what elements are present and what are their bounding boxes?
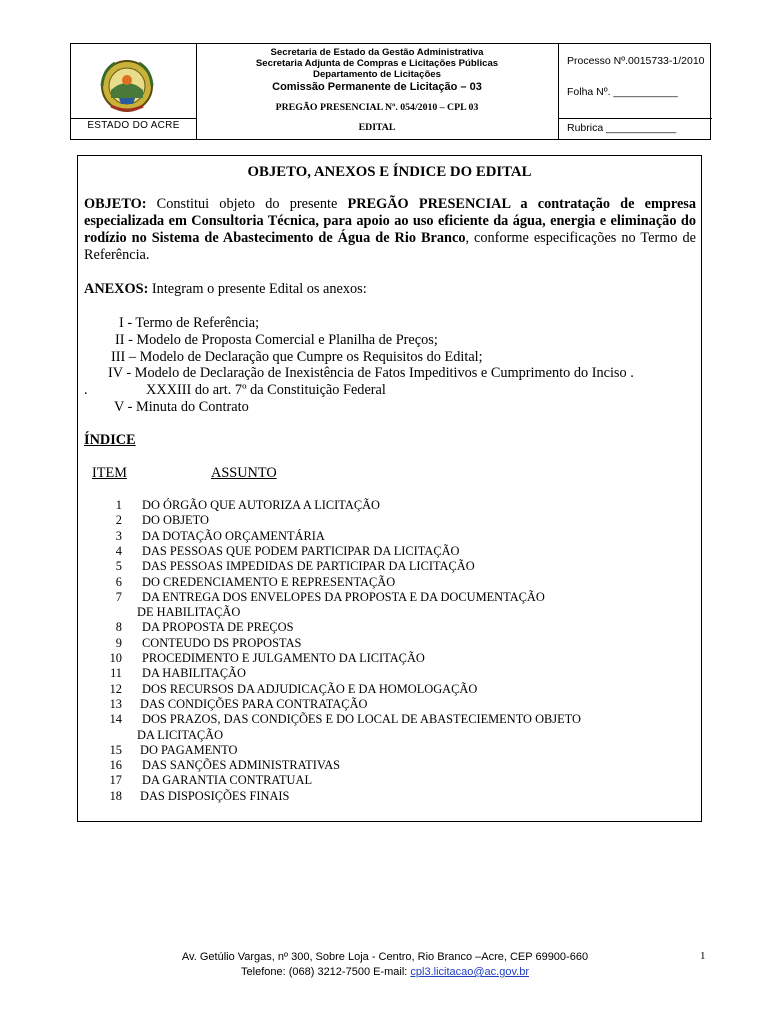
indice-item-number: 1: [115, 498, 122, 512]
document-header: [70, 43, 711, 140]
indice-item-subject: DO PAGAMENTO: [140, 742, 238, 757]
objeto-text-2: , conforme especificações no Termo de Referência.: [84, 230, 696, 263]
header-logo-cell: [71, 44, 197, 139]
indice-item-subject: DAS PESSOAS QUE PODEM PARTICIPAR DA LICITAÇÃO: [142, 543, 460, 558]
edital-content-box: [77, 155, 702, 822]
indice-item-number: 12: [109, 681, 122, 696]
indice-item-number: 10: [109, 651, 122, 665]
indice-item-subject: DAS DISPOSIÇÕES FINAIS: [140, 788, 290, 803]
anexos-text: Integram o presente Edital os anexos:: [148, 281, 367, 297]
anexo-item: V - Minuta do Contrato: [114, 399, 249, 415]
indice-item-number: 3: [115, 528, 122, 543]
header-right-cell: [558, 44, 712, 139]
header-comissao: Comissão Permanente de Licitação – 03: [272, 81, 482, 93]
indice-item-number: 16: [109, 758, 122, 773]
indice-item-subject: DAS PESSOAS IMPEDIDAS DE PARTICIPAR DA LICITAÇÃO: [142, 559, 475, 574]
indice-col-assunto: ASSUNTO: [211, 465, 277, 481]
anexo-dot: .: [84, 382, 88, 398]
indice-item-subject: DA HABILITAÇÃO: [142, 666, 246, 681]
state-seal-icon: [97, 58, 157, 114]
indice-item-subject: DO OBJETO: [142, 513, 209, 528]
page-number: 1: [700, 950, 706, 962]
header-secretaria-adjunta: Secretaria Adjunta de Compras e Licitações Públicas: [255, 58, 499, 69]
indice-item-subject: PROCEDIMENTO E JULGAMENTO DA LICITAÇÃO: [142, 651, 425, 665]
indice-item-subject: DA LICITAÇÃO: [137, 727, 224, 742]
header-edital: EDITAL: [358, 122, 396, 133]
objeto-paragraph: [84, 196, 696, 264]
indice-item-number: 18: [109, 788, 122, 803]
indice-item-subject: DA GARANTIA CONTRATUAL: [142, 773, 313, 788]
indice-item-subject: DA PROPOSTA DE PREÇOS: [142, 620, 294, 635]
indice-item-number: 7: [115, 589, 122, 604]
footer-phone: Telefone: (068) 3212-7500 E-mail:: [241, 966, 411, 978]
processo-number: Processo Nº.0015733-1/2010: [567, 55, 705, 67]
indice-item-number: 17: [109, 773, 122, 788]
indice-item-number: 6: [115, 574, 122, 589]
section-title: OBJETO, ANEXOS E ÍNDICE DO EDITAL: [247, 164, 532, 180]
indice-item-subject: DOS RECURSOS DA ADJUDICAÇÃO E DA HOMOLOGAÇÃO: [142, 681, 478, 696]
objeto-text-1: Constitui objeto do presente: [146, 196, 348, 212]
indice-item-subject: DAS SANÇÕES ADMINISTRATIVAS: [142, 758, 341, 773]
indice-item-number: 13: [109, 696, 122, 711]
indice-item-number: 14: [109, 712, 122, 727]
anexo-item: III – Modelo de Declaração que Cumpre os Requisitos do Edital;: [111, 349, 483, 365]
footer-email-link[interactable]: cpl3.licitacao@ac.gov.br: [410, 966, 529, 978]
indice-item-number: 5: [115, 559, 122, 574]
anexo-item: IV - Modelo de Declaração de Inexistência de Fatos Impeditivos e Cumprimento do Inciso .: [108, 365, 634, 381]
indice-item-subject: DA ENTREGA DOS ENVELOPES DA PROPOSTA E DA DOCUMENTAÇÃO: [142, 589, 545, 604]
objeto-label: OBJETO:: [84, 196, 147, 212]
header-secretaria: Secretaria de Estado da Gestão Administrativa: [270, 47, 484, 58]
indice-item-subject: DE HABILITAÇÃO: [137, 605, 241, 620]
footer-address: Av. Getúlio Vargas, nº 300, Sobre Loja - Centro, Rio Branco –Acre, CEP 69900-660: [181, 951, 589, 963]
anexo-item: II - Modelo de Proposta Comercial e Planilha de Preços;: [115, 332, 438, 348]
indice-item-subject: DO ÓRGÃO QUE AUTORIZA A LICITAÇÃO: [142, 498, 380, 512]
indice-heading: ÍNDICE: [84, 432, 136, 448]
rubrica-field: Rubrica ____________: [567, 122, 677, 134]
indice-item-number: 11: [110, 666, 122, 681]
anexo-item: I - Termo de Referência;: [119, 315, 260, 331]
footer-contact: [0, 966, 770, 978]
folha-field: Folha Nº. ___________: [567, 86, 678, 98]
indice-item-number: 2: [115, 513, 122, 528]
anexos-label: ANEXOS:: [84, 281, 149, 297]
indice-item-number: 9: [115, 635, 122, 650]
indice-item-number: 8: [115, 620, 122, 635]
indice-item-subject: CONTEUDO DS PROPOSTAS: [142, 635, 302, 650]
anexo-item: XXXIII do art. 7º da Constituição Federal: [146, 382, 386, 398]
indice-item-subject: DA DOTAÇÃO ORÇAMENTÁRIA: [142, 528, 325, 543]
indice-item-subject: DOS PRAZOS, DAS CONDIÇÕES E DO LOCAL DE ABASTECIEMENTO OBJETO: [142, 712, 581, 727]
header-center-cell: [197, 44, 557, 139]
objeto-bold: PREGÃO PRESENCIAL a contratação de empresa especializada em Consultoria Técnica, para apoio ao uso eficiente da água, energia e eliminação do rodízio no Sistema de Abastecimento de Água de Rio Branco: [84, 196, 697, 246]
indice-item-subject: DO CREDENCIAMENTO E REPRESENTAÇÃO: [142, 574, 396, 589]
anexos-paragraph: [84, 281, 367, 298]
header-pregao: PREGÃO PRESENCIAL Nº. 054/2010 – CPL 03: [275, 102, 479, 113]
estado-label: ESTADO DO ACRE: [87, 120, 180, 131]
indice-item-subject: DAS CONDIÇÕES PARA CONTRATAÇÃO: [140, 696, 368, 711]
indice-item-number: 4: [115, 543, 122, 558]
header-departamento: Departamento de Licitações: [313, 69, 441, 80]
indice-item-number: 15: [109, 742, 122, 757]
indice-col-item: ITEM: [92, 465, 127, 481]
